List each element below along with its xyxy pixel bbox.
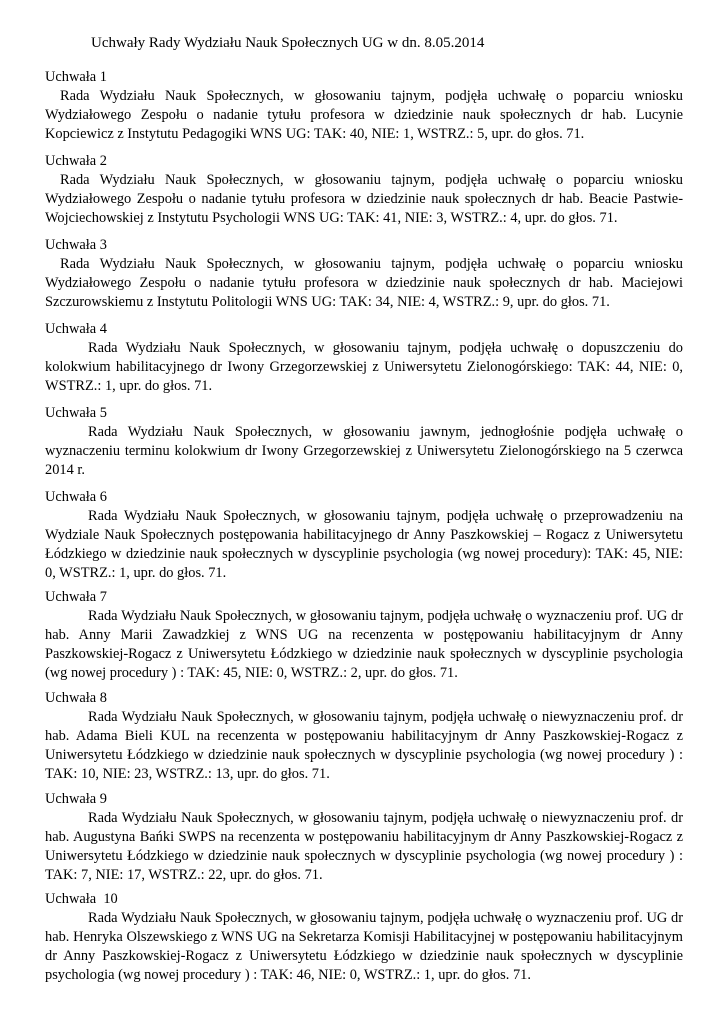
resolution-10	[45, 890, 683, 985]
resolution-text: Rada Wydziału Nauk Społecznych, w głosowaniu tajnym, podjęła uchwałę o poparciu wniosku Wydziałowego Zespołu o nadanie tytułu profesora w dziedzinie nauk społecznych dr hab. Maciejowi Szczurowskiemu z Instytutu Politologii WNS UG: TAK: 34, NIE: 4, WSTRZ.: 9, upr. do głos. 71.	[45, 256, 683, 310]
resolution-text: Rada Wydziału Nauk Społecznych, w głosowaniu tajnym, podjęła uchwałę o wyznaczeniu prof. UG dr hab. Anny Marii Zawadzkiej z WNS UG na recenzenta w postępowaniu habilitacyjnym dr Anny Paszkowskiej-Rogacz z Uniwersytetu Łódzkiego w dziedzinie nauk społecznych w dyscyplinie psychologia (wg nowej procedury ) : TAK: 45, NIE: 0, WSTRZ.: 2, upr. do głos. 71.	[45, 608, 683, 681]
resolution-3	[45, 236, 683, 312]
resolution-text: Rada Wydziału Nauk Społecznych, w głosowaniu tajnym, podjęła uchwałę o dopuszczeniu do kolokwium habilitacyjnego dr Iwony Grzegorzewskiej z Uniwersytetu Zielonogórskiego: TAK: 44, NIE: 0, WSTRZ.: 1, upr. do głos. 71.	[45, 340, 683, 394]
resolution-9	[45, 790, 683, 885]
resolution-text: Rada Wydziału Nauk Społecznych, w głosowaniu tajnym, podjęła uchwałę o przeprowadzeniu na Wydziale Nauk Społecznych postępowania habilitacyjnego dr Anny Paszkowskiej – Rogacz z Uniwersytetu Łódzkiego w dziedzinie nauk społecznych w dyscyplinie psychologia (wg nowej procedury): TAK: 45, NIE: 0, WSTRZ.: 1, upr. do głos. 71.	[45, 508, 683, 581]
resolution-heading: Uchwała 9	[45, 791, 107, 807]
resolution-heading: Uchwała 3	[45, 237, 107, 253]
resolution-4	[45, 320, 683, 396]
resolution-text: Rada Wydziału Nauk Społecznych, w głosowaniu tajnym, podjęła uchwałę o poparciu wniosku Wydziałowego Zespołu o nadanie tytułu profesora w dziedzinie nauk społecznych dr hab. Beacie Pastwie-Wojciechowskiej z Instytutu Psychologii WNS UG: TAK: 41, NIE: 3, WSTRZ.: 4, upr. do głos. 71.	[45, 172, 683, 226]
resolution-7	[45, 588, 683, 683]
resolution-text: Rada Wydziału Nauk Społecznych, w głosowaniu tajnym, podjęła uchwałę o wyznaczeniu prof. UG dr hab. Henryka Olszewskiego z WNS UG na Sekretarza Komisji Habilitacyjnej w postępowaniu habilitacyjnym dr Anny Paszkowskiej-Rogacz z Uniwersytetu Łódzkiego w dziedzinie nauk społecznych w dyscyplinie psychologia (wg nowej procedury ) : TAK: 46, NIE: 0, WSTRZ.: 1, upr. do głos. 71.	[45, 910, 683, 983]
resolution-heading: Uchwała 7	[45, 589, 107, 605]
resolution-8	[45, 689, 683, 784]
resolution-2	[45, 152, 683, 228]
resolution-heading: Uchwała 8	[45, 690, 107, 706]
document-title: Uchwały Rady Wydziału Nauk Społecznych UG w dn. 8.05.2014	[91, 35, 485, 51]
resolution-text: Rada Wydziału Nauk Społecznych, w głosowaniu tajnym, podjęła uchwałę o poparciu wniosku Wydziałowego Zespołu o nadanie tytułu profesora w dziedzinie nauk społecznych dr hab. Lucynie Kopciewicz z Instytutu Pedagogiki WNS UG: TAK: 40, NIE: 1, WSTRZ.: 5, upr. do głos. 71.	[45, 88, 683, 142]
resolution-heading: Uchwała 2	[45, 153, 107, 169]
resolution-heading: Uchwała 6	[45, 489, 107, 505]
resolution-heading: Uchwała 4	[45, 321, 107, 337]
resolution-5	[45, 404, 683, 480]
resolution-heading: Uchwała 10	[45, 891, 118, 907]
resolution-6	[45, 488, 683, 583]
resolution-1	[45, 68, 683, 144]
resolution-text: Rada Wydziału Nauk Społecznych, w głosowaniu tajnym, podjęła uchwałę o niewyznaczeniu prof. dr hab. Adama Bieli KUL na recenzenta w postępowaniu habilitacyjnym dr Anny Paszkowskiej-Rogacz z Uniwersytetu Łódzkiego w dziedzinie nauk społecznych w dyscyplinie psychologia (wg nowej procedury ) : TAK: 10, NIE: 23, WSTRZ.: 13, upr. do głos. 71.	[45, 709, 683, 782]
resolution-heading: Uchwała 1	[45, 69, 107, 85]
resolution-heading: Uchwała 5	[45, 405, 107, 421]
resolution-text: Rada Wydziału Nauk Społecznych, w głosowaniu tajnym, podjęła uchwałę o niewyznaczeniu prof. dr hab. Augustyna Bańki SWPS na recenzenta w postępowaniu habilitacyjnym dr Anny Paszkowskiej-Rogacz z Uniwersytetu Łódzkiego w dziedzinie nauk społecznych w dyscyplinie psychologia (wg nowej procedury ) : TAK: 7, NIE: 17, WSTRZ.: 22, upr. do głos. 71.	[45, 810, 683, 883]
resolution-text: Rada Wydziału Nauk Społecznych, w głosowaniu jawnym, jednogłośnie podjęła uchwałę o wyznaczeniu terminu kolokwium dr Iwony Grzegorzewskiej z Uniwersytetu Zielonogórskiego na 5 czerwca 2014 r.	[45, 424, 683, 478]
